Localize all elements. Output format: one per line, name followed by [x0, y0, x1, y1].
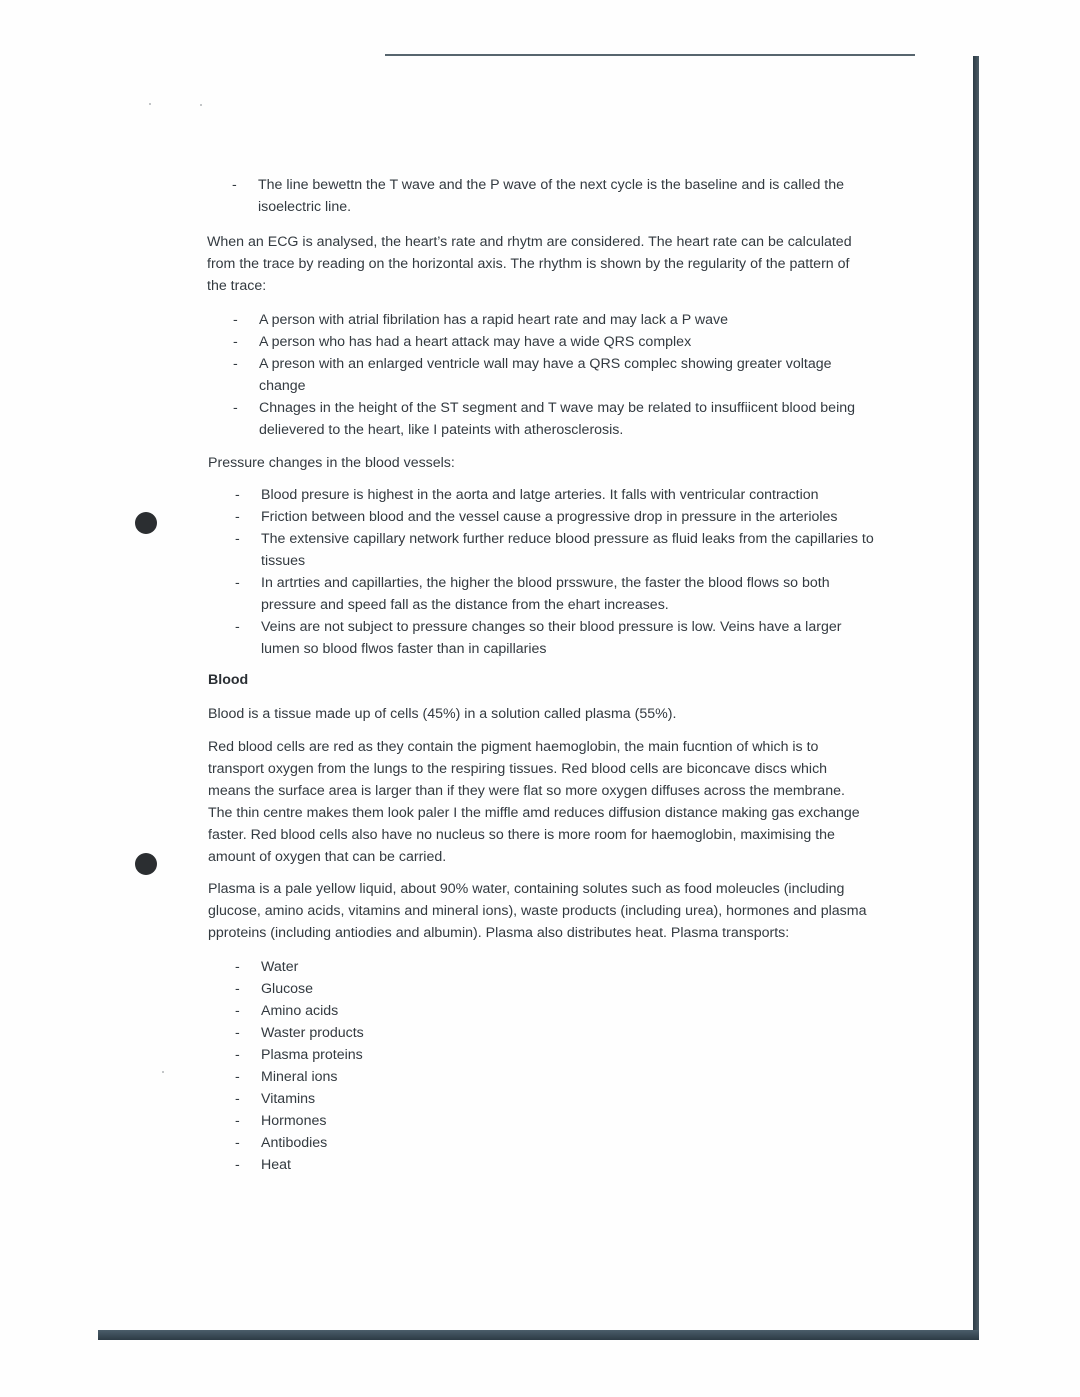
list-item-text: Heat [261, 1157, 291, 1173]
bullet-dash: - [233, 356, 238, 372]
list-item-text: Antibodies [261, 1135, 328, 1151]
plasma-paragraph: Plasma is a pale yellow liquid, about 90% water, containing solutes such as food moleucles (including glucose, amino acids, vitamins and mineral ions), waste products (including urea), hormones and plasma pproteins (including antiodies and albumin). Plasma also distributes heat. Plasma transports: [208, 881, 867, 941]
list-item [233, 331, 873, 353]
list-item-text: Mineral ions [261, 1069, 338, 1085]
list-item-text: Veins are not subject to pressure changes so their blood pressure is low. Veins have a larger lumen so blood flwos faster than in capillaries [261, 619, 842, 657]
bullet-dash: - [235, 509, 240, 525]
list-item [233, 309, 873, 331]
list-item [235, 1044, 635, 1066]
list-item [235, 572, 875, 616]
bullet-dash: - [235, 959, 240, 975]
list-item-text: Blood presure is highest in the aorta and latge arteries. It falls with ventricular contraction [261, 487, 819, 503]
list-item-text: A person with atrial fibrilation has a rapid heart rate and may lack a P wave [259, 312, 728, 328]
bullet-dash: - [233, 400, 238, 416]
blood-paragraph-cells: Blood is a tissue made up of cells (45%) in a solution called plasma (55%). [208, 706, 677, 722]
list-item [233, 353, 873, 397]
list-item [235, 1154, 635, 1176]
list-item-text: The line bewettn the T wave and the P wave of the next cycle is the baseline and is called the isoelectric line. [258, 177, 844, 215]
bullet-dash: - [235, 1157, 240, 1173]
pressure-bullet-list [235, 484, 875, 660]
scan-speck [149, 103, 151, 105]
pressure-heading: Pressure changes in the blood vessels: [208, 455, 455, 471]
list-item [235, 616, 875, 660]
list-item-text: The extensive capillary network further reduce blood pressure as fluid leaks from the capillaries to tissues [261, 531, 874, 569]
intro-bullet-list [232, 174, 877, 218]
top-page-edge [385, 54, 915, 56]
list-item [232, 174, 877, 218]
bullet-dash: - [235, 981, 240, 997]
blood-paragraph-red-cells: Red blood cells are red as they contain the pigment haemoglobin, the main fucntion of which is to transport oxygen from the lungs to the respiring tissues. Red blood cells are biconcave discs which means the surface area is larger than if they were flat so more oxygen diffuses across the membrane. The thin centre makes them look paler I the miffle amd reduces diffusion distance making gas exchange faster. Red blood cells also have no nucleus so there is more room for haemoglobin, maximising the amount of oxygen that can be carried. [208, 739, 860, 865]
scan-speck [162, 1071, 164, 1073]
list-item [235, 1132, 635, 1154]
bullet-dash: - [235, 1091, 240, 1107]
bullet-dash: - [235, 1025, 240, 1041]
bullet-dash: - [235, 575, 240, 591]
list-item-text: Plasma proteins [261, 1047, 363, 1063]
list-item [235, 978, 635, 1000]
list-item-text: A preson with an enlarged ventricle wall may have a QRS complec showing greater voltage change [259, 356, 832, 394]
list-item-text: Vitamins [261, 1091, 316, 1107]
list-item [235, 1000, 635, 1022]
list-item-text: Friction between blood and the vessel cause a progressive drop in pressure in the arterioles [261, 509, 838, 525]
punch-hole-bottom [135, 853, 157, 875]
blood-heading: Blood [208, 672, 249, 688]
list-item-text: A person who has had a heart attack may have a wide QRS complex [259, 334, 692, 350]
plasma-transport-list [235, 956, 635, 1176]
list-item [235, 1110, 635, 1132]
bullet-dash: - [235, 1069, 240, 1085]
list-item-text: Waster products [261, 1025, 364, 1041]
bullet-dash: - [235, 1135, 240, 1151]
bullet-dash: - [235, 531, 240, 547]
bullet-dash: - [232, 177, 237, 193]
ecg-bullet-list [233, 309, 873, 441]
bullet-dash: - [235, 1003, 240, 1019]
list-item [235, 528, 875, 572]
list-item [235, 484, 875, 506]
bullet-dash: - [235, 1113, 240, 1129]
list-item-text: Glucose [261, 981, 314, 997]
list-item [233, 397, 873, 441]
right-page-edge [973, 56, 979, 1336]
list-item-text: Chnages in the height of the ST segment and T wave may be related to insuffiicent blood being delievered to the heart, like I pateints with atherosclerosis. [259, 400, 856, 438]
list-item [235, 1022, 635, 1044]
list-item [235, 1088, 635, 1110]
list-item-text: In artrties and capillarties, the higher the blood prsswure, the faster the blood flows so both pressure and speed fall as the distance from the ehart increases. [261, 575, 830, 613]
bottom-page-edge [98, 1330, 979, 1340]
punch-hole-top [135, 512, 157, 534]
list-item [235, 956, 635, 978]
ecg-paragraph: When an ECG is analysed, the heart’s rate and rhytm are considered. The heart rate can be calculated from the trace by reading on the horizontal axis. The rhythm is shown by the regularity of the pattern of the trace: [207, 234, 852, 294]
bullet-dash: - [233, 312, 238, 328]
list-item-text: Amino acids [261, 1003, 339, 1019]
bullet-dash: - [233, 334, 238, 350]
bullet-dash: - [235, 487, 240, 503]
list-item-text: Water [261, 959, 299, 975]
list-item-text: Hormones [261, 1113, 327, 1129]
bullet-dash: - [235, 1047, 240, 1063]
bullet-dash: - [235, 619, 240, 635]
scan-speck [200, 104, 202, 106]
list-item [235, 1066, 635, 1088]
list-item [235, 506, 875, 528]
